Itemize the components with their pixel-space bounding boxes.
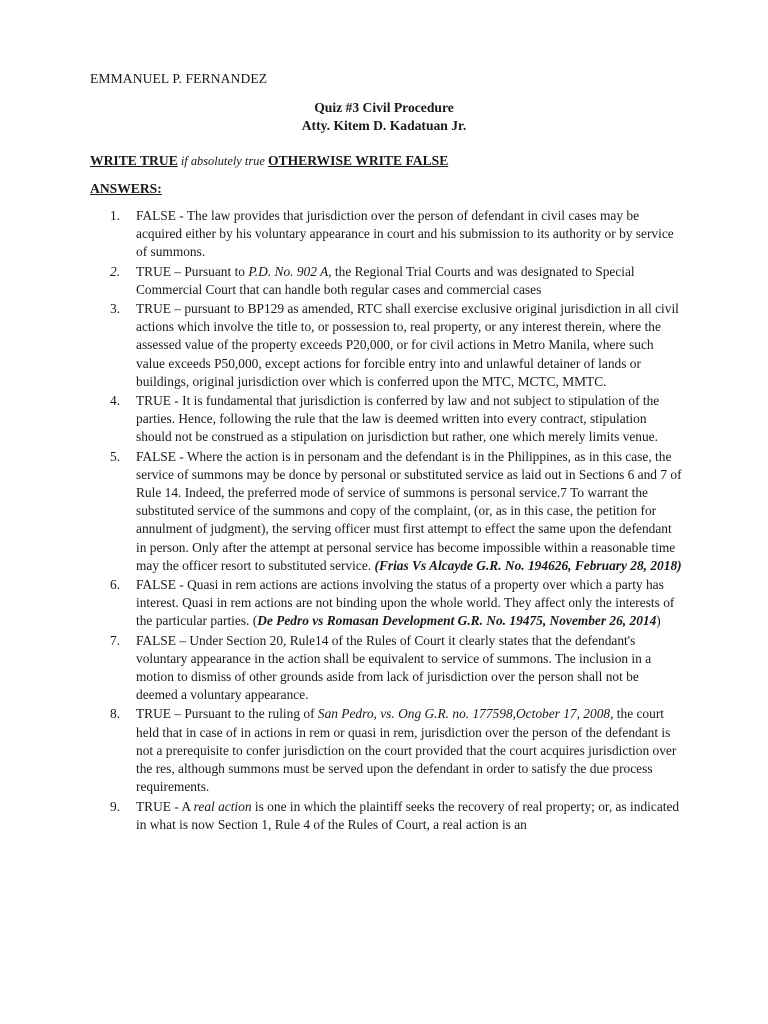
- answer-text: TRUE – pursuant to BP129 as amended, RTC shall exercise exclusive original jurisdiction in all civil actions which involve the title to, or possession to, real property, or any interest therein, where the assessed value of the property exceeds P20,000, or for civil actions in Metro Manila, where such value exceeds P50,000, except actions for forcible entry into and unlawful detainer of lands or buildings, original jurisdiction over which is conferred upon the MTC, MCTC, MMTC.: [136, 301, 679, 389]
- answer-number: 2.: [110, 263, 121, 279]
- answer-number: 5.: [110, 448, 121, 464]
- case-citation: San Pedro, vs. Ong G.R. no. 177598,October 17, 2008,: [317, 706, 614, 722]
- answer-text: FALSE – Under Section 20, Rule14 of the Rules of Court it clearly states that the defendant's voluntary appearance in the action shall be equivalent to service of summons. The inclusion in a motion to dismiss of other grounds aside from lack of jurisdiction over the person shall not be deemed a voluntary appearance.: [136, 632, 652, 703]
- answer-number: 7.: [110, 632, 121, 648]
- answer-text: TRUE - It is fundamental that jurisdiction is conferred by law and not subject to stipulation of the parties. Hence, following the rule that the law is deemed written into every contract, stipulation should not be construed as a stipulation on jurisdiction but rather, one which merely limits venue.: [136, 393, 660, 445]
- answer-text: FALSE - Where the action is in personam and the defendant is in the Philippines, as in this case, the service of summons may be donce by personal or substituted service as laid out in Sections 6 and 7 of Rule 14. Indeed, the preferred mode of service of summons is personal service.7 To warrant the substituted service of the summons and copy of the complaint, (or, as in this case, the petition for annulment of judgment), the serving officer must first attempt to effect the same upon the defendant in person. Only after the attempt at personal service has become impossible within a reasonable time may the officer resort to substituted service.: [136, 448, 682, 573]
- answer-text: is one in which the plaintiff seeks the recovery of real property; or, as indicated in what is now Section 1, Rule 4 of the Rules of Court, a real action is an: [136, 798, 680, 832]
- answer-text: TRUE – Pursuant to the ruling of: [136, 706, 318, 722]
- answer-text: , the Regional Trial Courts and was designated to Special Commercial Court that can handle both regular cases and commercial cases: [136, 263, 635, 297]
- answer-number: 8.: [110, 706, 121, 722]
- answer-item-5: [0, 448, 768, 575]
- answer-item-6: [0, 576, 768, 631]
- case-citation: (Frias Vs Alcayde G.R. No. 194626, February 28, 2018): [374, 557, 682, 573]
- answer-number: 9.: [110, 798, 121, 814]
- answer-item-3: [0, 300, 768, 391]
- instruction-write-false: OTHERWISE WRITE FALSE: [267, 153, 449, 168]
- answer-item-4: [0, 392, 768, 447]
- answer-number: 1.: [110, 208, 121, 223]
- answer-text: FALSE - Quasi in rem actions are actions involving the status of a property over which a party has interest. Quasi in rem actions are not binding upon the whole world. They affect only the interests of the particular parties. (: [136, 577, 675, 629]
- quiz-title: Quiz #3 Civil Procedure: [314, 100, 454, 115]
- term: real action: [193, 798, 252, 814]
- answer-text: FALSE - The law provides that jurisdiction over the person of defendant in civil cases may be acquired either by his voluntary appearance in court and his submission to its authority or by service of summons.: [136, 208, 674, 260]
- answer-text: the court held that in case of in actions in rem or quasi in rem, jurisdiction over the person of the defendant is not a prerequisite to confer jurisdiction on the court provided that the court acquires jurisdiction over the res, although summons must be served upon the defendant in order to satisfy the due process requirements.: [136, 706, 677, 795]
- answer-item-1: [0, 207, 768, 262]
- answer-item-7: [0, 632, 768, 705]
- answer-item-9: [0, 798, 768, 834]
- answers-list: [0, 207, 768, 835]
- instructor-name: Atty. Kitem D. Kadatuan Jr.: [301, 118, 467, 133]
- answers-heading: ANSWERS:: [90, 181, 162, 196]
- case-citation: De Pedro vs Romasan Development G.R. No. 19475, November 26, 2014: [257, 613, 657, 629]
- instruction-condition: if absolutely true: [177, 154, 268, 168]
- instruction-line: [90, 152, 448, 170]
- answer-item-2: [0, 263, 768, 299]
- answer-item-8: [0, 705, 768, 796]
- answer-number: 6.: [110, 577, 121, 593]
- answer-number: 3.: [110, 301, 121, 317]
- answer-text: TRUE - A: [136, 798, 194, 814]
- citation: P.D. No. 902 A: [248, 263, 329, 279]
- answer-text: ): [656, 613, 661, 629]
- answer-text: TRUE – Pursuant to: [136, 263, 249, 279]
- author-name: EMMANUEL P. FERNANDEZ: [90, 71, 268, 86]
- instruction-write-true: WRITE TRUE: [90, 153, 178, 168]
- answer-number: 4.: [110, 393, 121, 409]
